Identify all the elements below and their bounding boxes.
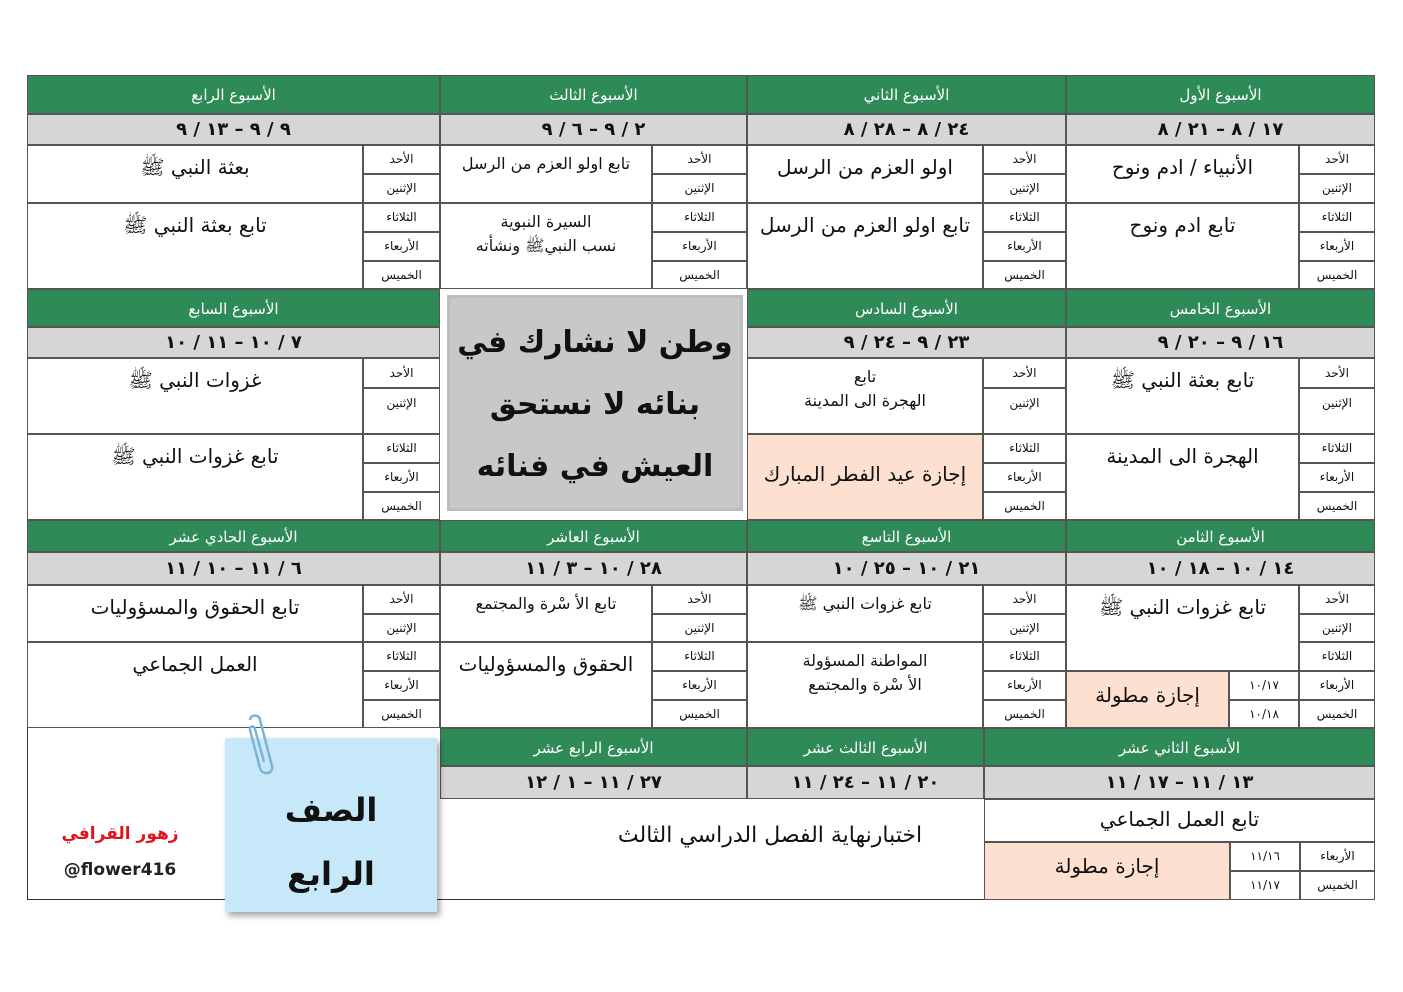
week9-day-thu: الخميس xyxy=(983,700,1066,728)
week10-day-tue: الثلاثاء xyxy=(652,642,747,671)
week10-dates: ٢٨ / ١٠ – ٣ / ١١ xyxy=(440,552,747,585)
motto-line1: وطن لا نشارك في xyxy=(457,325,733,360)
week14-dates: ٢٧ / ١١ – ١ / ١٢ xyxy=(440,766,747,799)
paperclip-icon xyxy=(238,712,278,776)
week11-lesson-b: العمل الجماعي xyxy=(27,642,363,728)
week9-lesson-a: تابع غزوات النبي ﷺ xyxy=(747,585,983,642)
week1-dates: ١٧ / ٨ – ٢١ / ٨ xyxy=(1066,114,1375,145)
week7-header: الأسبوع السابع xyxy=(27,289,440,327)
week4-lesson-a: بعثة النبي ﷺ xyxy=(27,145,363,203)
week10-lesson-b: الحقوق والمسؤوليات xyxy=(440,642,652,728)
week3-day-tue: الثلاثاء xyxy=(652,203,747,232)
week5-day-sun: الأحد xyxy=(1299,358,1375,388)
week9-lesson-b-line1: المواطنة المسؤولة xyxy=(802,651,928,670)
week4-lesson-b: تابع بعثة النبي ﷺ xyxy=(27,203,363,289)
week3-day-sun: الأحد xyxy=(652,145,747,174)
week4-day-tue: الثلاثاء xyxy=(363,203,440,232)
week7-dates: ٧ / ١٠ – ١١ / ١٠ xyxy=(27,327,440,358)
week2-lesson-b: تابع اولو العزم من الرسل xyxy=(747,203,983,289)
week12-holiday-date1: ١١/١٦ xyxy=(1230,842,1300,871)
week2-lesson-a: اولو العزم من الرسل xyxy=(747,145,983,203)
week12-holiday-date2: ١١/١٧ xyxy=(1230,871,1300,900)
grade-note-line1: الصف xyxy=(284,791,378,829)
week11-header: الأسبوع الحادي عشر xyxy=(27,520,440,552)
motto-box xyxy=(447,295,743,511)
week13-header: الأسبوع الثالث عشر xyxy=(747,728,984,766)
week8-holiday-date2: ١٠/١٨ xyxy=(1229,700,1299,728)
week12-day-thu: الخميس xyxy=(1300,871,1375,900)
week8-dates: ١٤ / ١٠ – ١٨ / ١٠ xyxy=(1066,552,1375,585)
week11-day-mon: الإثنين xyxy=(363,614,440,642)
week12-day-wed: الأربعاء xyxy=(1300,842,1375,871)
week2-day-mon: الإثنين xyxy=(983,174,1066,203)
week4-day-mon: الإثنين xyxy=(363,174,440,203)
week4-dates: ٩ / ٩ – ١٣ / ٩ xyxy=(27,114,440,145)
week6-day-thu: الخميس xyxy=(983,492,1066,520)
week8-holiday: إجازة مطولة xyxy=(1066,671,1229,728)
week1-day-wed: الأربعاء xyxy=(1299,232,1375,261)
exam-label: اختبارنهاية الفصل الدراسي الثالث xyxy=(617,823,923,848)
week6-header: الأسبوع السادس xyxy=(747,289,1066,327)
week11-day-tue: الثلاثاء xyxy=(363,642,440,671)
motto-line2: بنائه لا نستحق xyxy=(489,387,701,422)
week11-day-sun: الأحد xyxy=(363,585,440,614)
week5-header: الأسبوع الخامس xyxy=(1066,289,1375,327)
week3-lesson-b xyxy=(440,203,652,289)
week7-lesson-b: تابع غزوات النبي ﷺ xyxy=(27,434,363,520)
week6-holiday: إجازة عيد الفطر المبارك xyxy=(747,434,983,520)
week10-day-wed: الأربعاء xyxy=(652,671,747,700)
week2-day-thu: الخميس xyxy=(983,261,1066,289)
week1-lesson-a: الأنبياء / ادم ونوح xyxy=(1066,145,1299,203)
week6-dates: ٢٣ / ٩ – ٢٤ / ٩ xyxy=(747,327,1066,358)
week9-day-mon: الإثنين xyxy=(983,614,1066,642)
week3-lesson-b-line2: نسب النبيﷺ ونشأته xyxy=(475,236,617,255)
week8-day-wed: الأربعاء xyxy=(1299,671,1375,700)
week6-day-mon: الإثنين xyxy=(983,388,1066,434)
week10-day-sun: الأحد xyxy=(652,585,747,614)
week9-dates: ٢١ / ١٠ – ٢٥ / ١٠ xyxy=(747,552,1066,585)
week4-day-sun: الأحد xyxy=(363,145,440,174)
week7-day-mon: الإثنين xyxy=(363,388,440,434)
grade-note-line2: الرابع xyxy=(287,855,375,893)
week8-holiday-date1: ١٠/١٧ xyxy=(1229,671,1299,700)
author-handle: @flower416 xyxy=(63,860,177,880)
week3-day-mon: الإثنين xyxy=(652,174,747,203)
week10-day-thu: الخميس xyxy=(652,700,747,728)
week9-day-sun: الأحد xyxy=(983,585,1066,614)
week5-dates: ١٦ / ٩ – ٢٠ / ٩ xyxy=(1066,327,1375,358)
week7-day-wed: الأربعاء xyxy=(363,463,440,492)
week4-day-thu: الخميس xyxy=(363,261,440,289)
week10-header: الأسبوع العاشر xyxy=(440,520,747,552)
week2-day-wed: الأربعاء xyxy=(983,232,1066,261)
week12-lesson-a: تابع العمل الجماعي xyxy=(984,799,1375,842)
week8-day-tue: الثلاثاء xyxy=(1299,642,1375,671)
week9-day-tue: الثلاثاء xyxy=(983,642,1066,671)
week11-day-thu: الخميس xyxy=(363,700,440,728)
author-name: زهور القرافي xyxy=(61,824,179,844)
week3-dates: ٢ / ٩ – ٦ / ٩ xyxy=(440,114,747,145)
week11-day-wed: الأربعاء xyxy=(363,671,440,700)
week5-lesson-b: الهجرة الى المدينة xyxy=(1066,434,1299,520)
week5-day-wed: الأربعاء xyxy=(1299,463,1375,492)
week10-day-mon: الإثنين xyxy=(652,614,747,642)
week5-day-mon: الإثنين xyxy=(1299,388,1375,434)
week6-lesson-a xyxy=(747,358,983,434)
week4-header: الأسبوع الرابع xyxy=(27,75,440,114)
week1-day-tue: الثلاثاء xyxy=(1299,203,1375,232)
week2-day-tue: الثلاثاء xyxy=(983,203,1066,232)
week8-header: الأسبوع الثامن xyxy=(1066,520,1375,552)
week7-lesson-a: غزوات النبي ﷺ xyxy=(27,358,363,434)
week6-day-tue: الثلاثاء xyxy=(983,434,1066,463)
week8-day-sun: الأحد xyxy=(1299,585,1375,614)
week11-dates: ٦ / ١١ – ١٠ / ١١ xyxy=(27,552,440,585)
week9-day-wed: الأربعاء xyxy=(983,671,1066,700)
week5-day-thu: الخميس xyxy=(1299,492,1375,520)
week9-lesson-b xyxy=(747,642,983,728)
week3-lesson-b-line1: السيرة النبوية xyxy=(500,212,592,231)
week10-lesson-a: تابع الأ سْرة والمجتمع xyxy=(440,585,652,642)
week9-lesson-b-line2: الأ سْرة والمجتمع xyxy=(808,675,922,694)
week12-header: الأسبوع الثاني عشر xyxy=(984,728,1375,766)
week2-day-sun: الأحد xyxy=(983,145,1066,174)
week13-dates: ٢٠ / ١١ – ٢٤ / ١١ xyxy=(747,766,984,799)
week9-header: الأسبوع التاسع xyxy=(747,520,1066,552)
week7-day-tue: الثلاثاء xyxy=(363,434,440,463)
week8-lesson-a: تابع غزوات النبي ﷺ xyxy=(1066,585,1299,671)
week2-dates: ٢٤ / ٨ – ٢٨ / ٨ xyxy=(747,114,1066,145)
week6-day-sun: الأحد xyxy=(983,358,1066,388)
week3-day-wed: الأربعاء xyxy=(652,232,747,261)
week7-day-thu: الخميس xyxy=(363,492,440,520)
week14-header: الأسبوع الرابع عشر xyxy=(440,728,747,766)
week12-dates: ١٣ / ١١ – ١٧ / ١١ xyxy=(984,766,1375,799)
week1-day-thu: الخميس xyxy=(1299,261,1375,289)
week8-day-thu: الخميس xyxy=(1299,700,1375,728)
week6-day-wed: الأربعاء xyxy=(983,463,1066,492)
week5-day-tue: الثلاثاء xyxy=(1299,434,1375,463)
week11-lesson-a: تابع الحقوق والمسؤوليات xyxy=(27,585,363,642)
motto-line3: العيش في فنائه xyxy=(476,449,714,484)
week1-day-sun: الأحد xyxy=(1299,145,1375,174)
week1-header: الأسبوع الأول xyxy=(1066,75,1375,114)
week3-lesson-a: تابع اولو العزم من الرسل xyxy=(440,145,652,203)
week6-lesson-a-line2: الهجرة الى المدينة xyxy=(804,391,926,410)
week7-day-sun: الأحد xyxy=(363,358,440,388)
week1-lesson-b: تابع ادم ونوح xyxy=(1066,203,1299,289)
week3-header: الأسبوع الثالث xyxy=(440,75,747,114)
week5-lesson-a: تابع بعثة النبي ﷺ xyxy=(1066,358,1299,434)
week3-day-thu: الخميس xyxy=(652,261,747,289)
week2-header: الأسبوع الثاني xyxy=(747,75,1066,114)
week1-day-mon: الإثنين xyxy=(1299,174,1375,203)
week8-day-mon: الإثنين xyxy=(1299,614,1375,642)
week12-holiday: إجازة مطولة xyxy=(984,842,1230,900)
week4-day-wed: الأربعاء xyxy=(363,232,440,261)
week6-lesson-a-line1: تابع xyxy=(853,367,877,386)
